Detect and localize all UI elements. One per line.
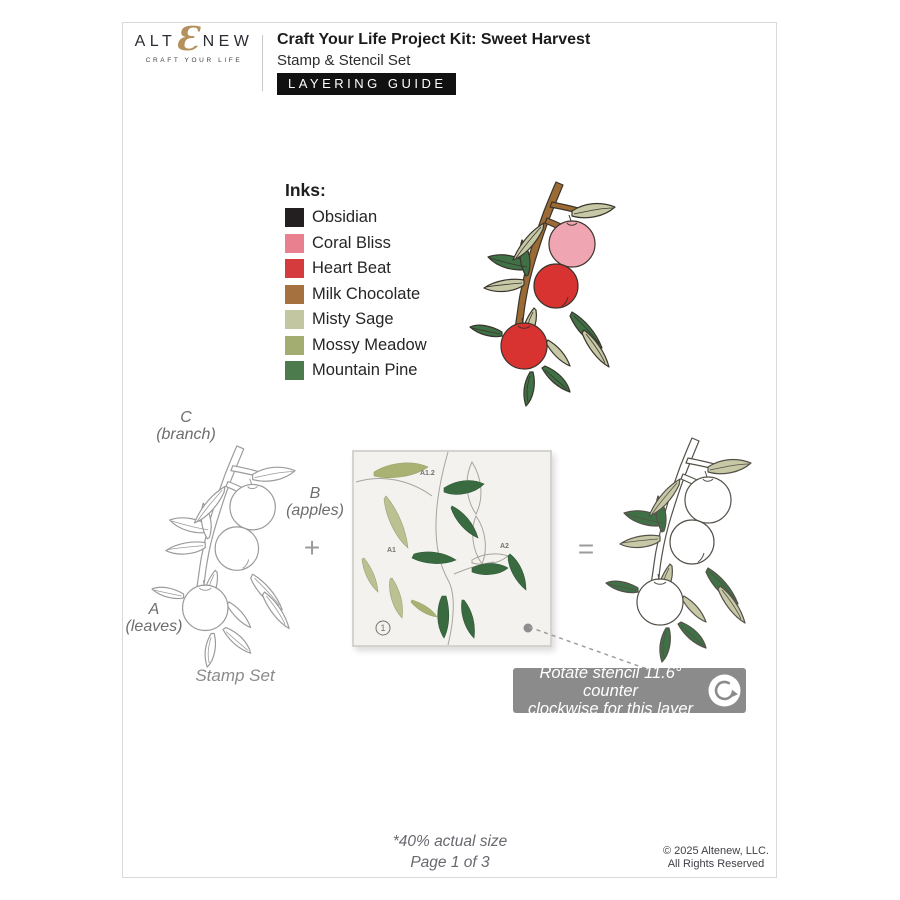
ink-name: Coral Bliss: [312, 233, 391, 252]
inks-legend: [285, 180, 427, 387]
copyright: © 2025 Altenew, LLC. All Rights Reserved: [663, 845, 769, 870]
header-divider: [262, 35, 263, 91]
page-number: Page 1 of 3: [410, 854, 490, 871]
ink-swatch: [285, 208, 304, 227]
ink-swatch: [285, 259, 304, 278]
equals-sign: =: [577, 533, 595, 564]
stamp-label-b: B (apples): [286, 485, 344, 519]
ink-row: [285, 208, 427, 227]
page-subtitle: Stamp & Stencil Set: [277, 52, 411, 69]
stamp-label-a: A (leaves): [125, 601, 183, 635]
ink-row: [285, 336, 427, 355]
altenew-logo: [134, 19, 254, 64]
page-title: Craft Your Life Project Kit: Sweet Harvest: [277, 31, 591, 48]
ink-name: Mountain Pine: [312, 361, 418, 379]
callout-line2: clockwise for this layer: [527, 699, 694, 718]
stencil-panel: [352, 450, 552, 647]
ink-name: Milk Chocolate: [312, 284, 421, 303]
plus-sign: +: [303, 532, 321, 563]
callout-line1: Rotate stencil 11.6° counter: [539, 663, 682, 700]
stencil-label-a2: A2: [500, 543, 509, 550]
stencil-label-a1: A1: [387, 547, 396, 554]
ink-row: [285, 361, 427, 380]
ink-swatch: [285, 310, 304, 329]
ink-swatch: [285, 285, 304, 304]
finished-artwork-illustration: [468, 180, 620, 408]
ink-name: Mossy Meadow: [312, 335, 427, 354]
ink-row: [285, 310, 427, 329]
inks-heading: Inks:: [285, 180, 326, 200]
logo-tagline: CRAFT YOUR LIFE: [145, 57, 243, 64]
rotate-counterclockwise-icon: [708, 674, 741, 707]
ink-name: Obsidian: [312, 208, 378, 226]
layering-guide-badge: LAYERING GUIDE: [277, 73, 456, 95]
ink-swatch: [285, 234, 304, 253]
stamp-set-caption: Stamp Set: [195, 666, 275, 685]
rotate-instruction-callout: [513, 663, 746, 718]
stencil-label-a12: A1.2: [420, 470, 435, 477]
ink-name: Misty Sage: [312, 310, 394, 328]
logo-wordmark: ALT Ɛ NEW: [134, 19, 254, 58]
ink-swatch: [285, 361, 304, 380]
stamp-set-outline-illustration: [150, 444, 300, 669]
ink-swatch: [285, 336, 304, 355]
layer-number: 1: [380, 623, 386, 634]
ink-name: Heart Beat: [312, 259, 391, 277]
footer-scale-note: *40% actual size Page 1 of 3: [350, 831, 550, 873]
ink-row: [285, 234, 427, 253]
ink-row: [285, 285, 427, 304]
stamp-label-c: C (branch): [156, 409, 216, 443]
ink-row: [285, 259, 427, 278]
